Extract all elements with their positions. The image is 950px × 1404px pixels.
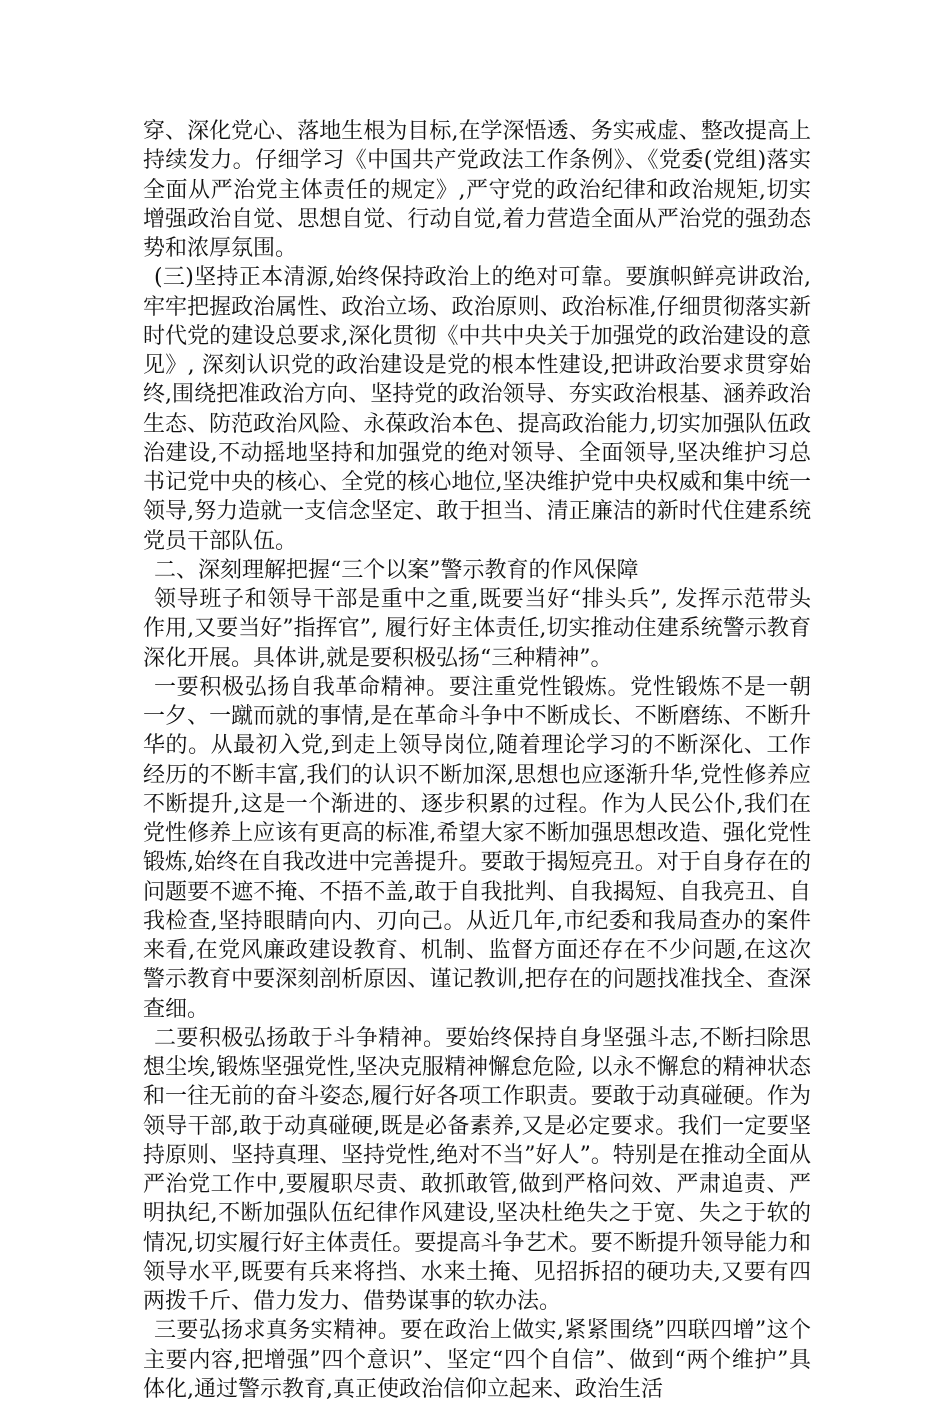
paragraph-spirit-three: 三要弘扬求真务实精神。要在政治上做实,紧紧围绕”四联四增”这个主要内容,把增强”四个意识”、坚定“四个自信”、做到“两个维护”具体化,通过警示教育,真正使政治信仰立起来、政治生活 (143, 1318, 811, 1402)
paragraph-spirit-two: 二要积极弘扬敢于斗争精神。要始终保持自身坚强斗志,不断扫除思想尘埃,锻炼坚强党性,坚决克服精神懈怠危险, 以永不懈怠的精神状态和一往无前的奋斗姿态,履行好各项工作职责。要敢于动真碰硬。作为领导干部,敢于动真碰硬,既是必备素养,又是必定要求。我们一定要坚持原则、坚持真理、坚持党性,绝对不当”好人”。特别是在推动全面从严治党工作中,要履职尽责、敢抓敢管,做到严格问效、严肃追责、严明执纪,不断加强队伍纪律作风建设,坚决杜绝失之于宽、失之于软的情况,切实履行好主体责任。要提高斗争艺术。要不断提升领导能力和领导水平,既要有兵来将挡、水来土掩、见招拆招的硬功夫,又要有四两拨千斤、借力发力、借势谋事的软办法。 (143, 1025, 811, 1314)
paragraph-continuation: 穿、深化党心、落地生根为目标,在学深悟透、务实戒虚、整改提高上持续发力。仔细学习《中国共产党政法工作条例》、《党委(党组)落实全面从严治党主体责任的规定》,严守党的政治纪律和政治规矩,切实增强政治自觉、思想自觉、行动自觉,着力营造全面从严治党的强劲态势和浓厚氛围。 (143, 119, 811, 261)
paragraph-spirit-one: 一要积极弘扬自我革命精神。要注重党性锻炼。党性锻炼不是一朝一夕、一蹴而就的事情,是在革命斗争中不断成长、不断磨练、不断升华的。从最初入党,到走上领导岗位,随着理论学习的不断深化、工作经历的不断丰富,我们的认识不断加深,思想也应逐渐升华,党性修养应不断提升,这是一个渐进的、逐步积累的过程。作为人民公仆,我们在党性修养上应该有更高的标准,希望大家不断加强思想改造、强化党性锻炼,始终在自我改进中完善提升。要敢于揭短亮丑。对于自身存在的问题要不遮不掩、不捂不盖,敢于自我批判、自我揭短、自我亮丑、自我检查,坚持眼睛向内、刃向己。从近几年,市纪委和我局查办的案件来看,在党风廉政建设教育、机制、监督方面还存在不少问题,在这次警示教育中要深刻剖析原因、谨记教训,把存在的问题找准找全、查深查细。 (143, 674, 811, 1022)
paragraph-leadership: 领导班子和领导干部是重中之重,既要当好“排头兵”, 发挥示范带头作用,又要当好”指挥官”, 履行好主体责任,切实推动住建系统警示教育深化开展。具体讲,就是要积极弘扬“三种精神”。 (143, 587, 811, 671)
document-body (143, 117, 811, 1404)
section-heading-two: 二、深刻理解把握“三个以案”警示教育的作风保障 (154, 557, 639, 583)
paragraph-section-three: (三)坚持正本清源,始终保持政治上的绝对可靠。要旗帜鲜亮讲政治,牢牢把握政治属性、政治立场、政治原则、政治标准,仔细贯彻落实新时代党的建设总要求,深化贯彻《中共中央关于加强党的政治建设的意见》, 深刻认识党的政治建设是党的根本性建设,把讲政治要求贯穿始终,围绕把准政治方向、坚持党的政治领导、夯实政治根基、涵养政治生态、防范政治风险、永葆政治本色、提高政治能力,切实加强队伍政治建设,不动摇地坚持和加强党的绝对领导、全面领导,坚决维护习总书记党中央的核心、全党的核心地位,坚决维护党中央权威和集中统一领导,努力造就一支信念坚定、敢于担当、清正廉洁的新时代住建系统党员干部队伍。 (143, 265, 811, 554)
